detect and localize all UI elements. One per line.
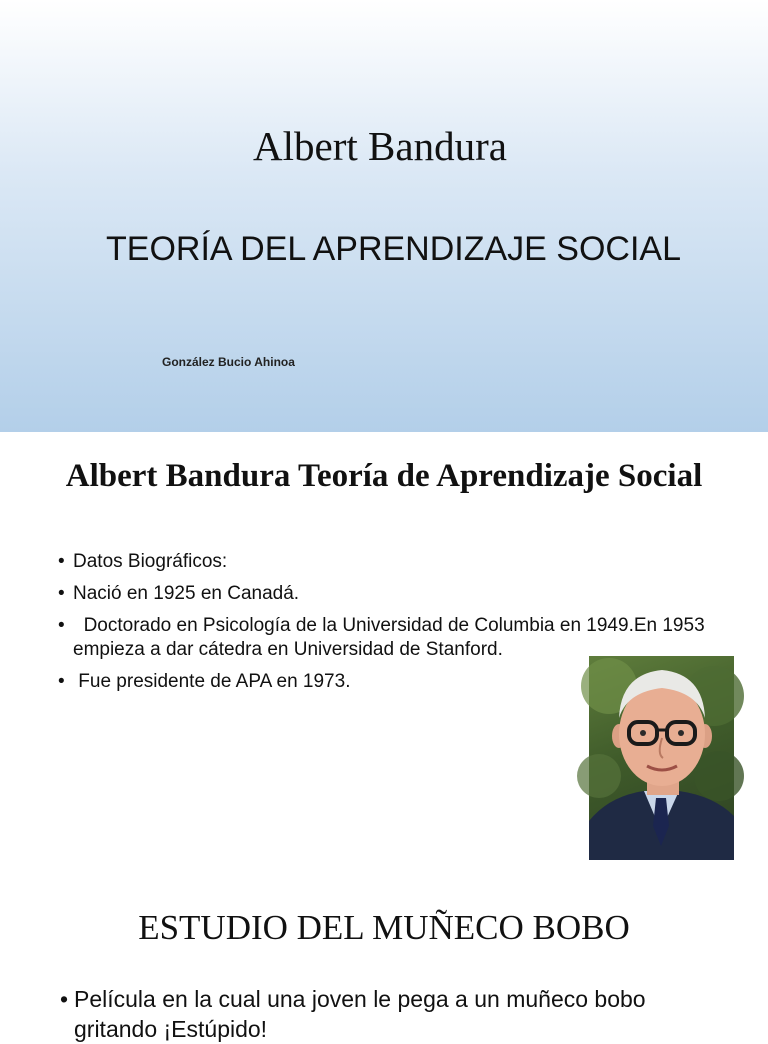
list-item <box>58 582 708 606</box>
slide-title: Albert Bandura <box>253 123 507 169</box>
list-item-text: Doctorado en Psicología de la Universidad de Columbia en 1949.En 1953 empieza a dar cátedra en Universidad de Stanford. <box>73 615 710 660</box>
bullet-icon: • <box>60 986 69 1012</box>
list-item <box>58 550 708 574</box>
bullet-list <box>60 984 720 1044</box>
bullet-icon: • <box>58 583 65 604</box>
bullet-icon: • <box>58 551 65 572</box>
slide-title: Albert Bandura Teoría de Aprendizaje Social <box>65 458 703 494</box>
title-slide <box>0 0 768 432</box>
list-item <box>60 984 720 1044</box>
bullet-icon: • <box>58 671 65 692</box>
portrait-image <box>589 656 734 860</box>
list-item-text: Fue presidente de APA en 1973. <box>73 671 351 692</box>
list-item-text: Nació en 1925 en Canadá. <box>73 583 300 604</box>
list-item <box>58 614 708 662</box>
bullet-icon: • <box>58 615 65 636</box>
list-item-text: Datos Biográficos: <box>73 551 228 572</box>
list-item-text: Película en la cual una joven le pega a un muñeco bobo gritando ¡Estúpido! <box>74 986 646 1042</box>
slide-subtitle: TEORÍA DEL APRENDIZAJE SOCIAL <box>106 230 682 268</box>
bobo-doll-slide <box>0 872 768 1042</box>
author-name: González Bucio Ahinoa <box>162 355 295 369</box>
portrait-photo <box>589 656 734 860</box>
slide-title: ESTUDIO DEL MUÑECO BOBO <box>138 908 630 947</box>
biography-slide <box>0 432 768 872</box>
